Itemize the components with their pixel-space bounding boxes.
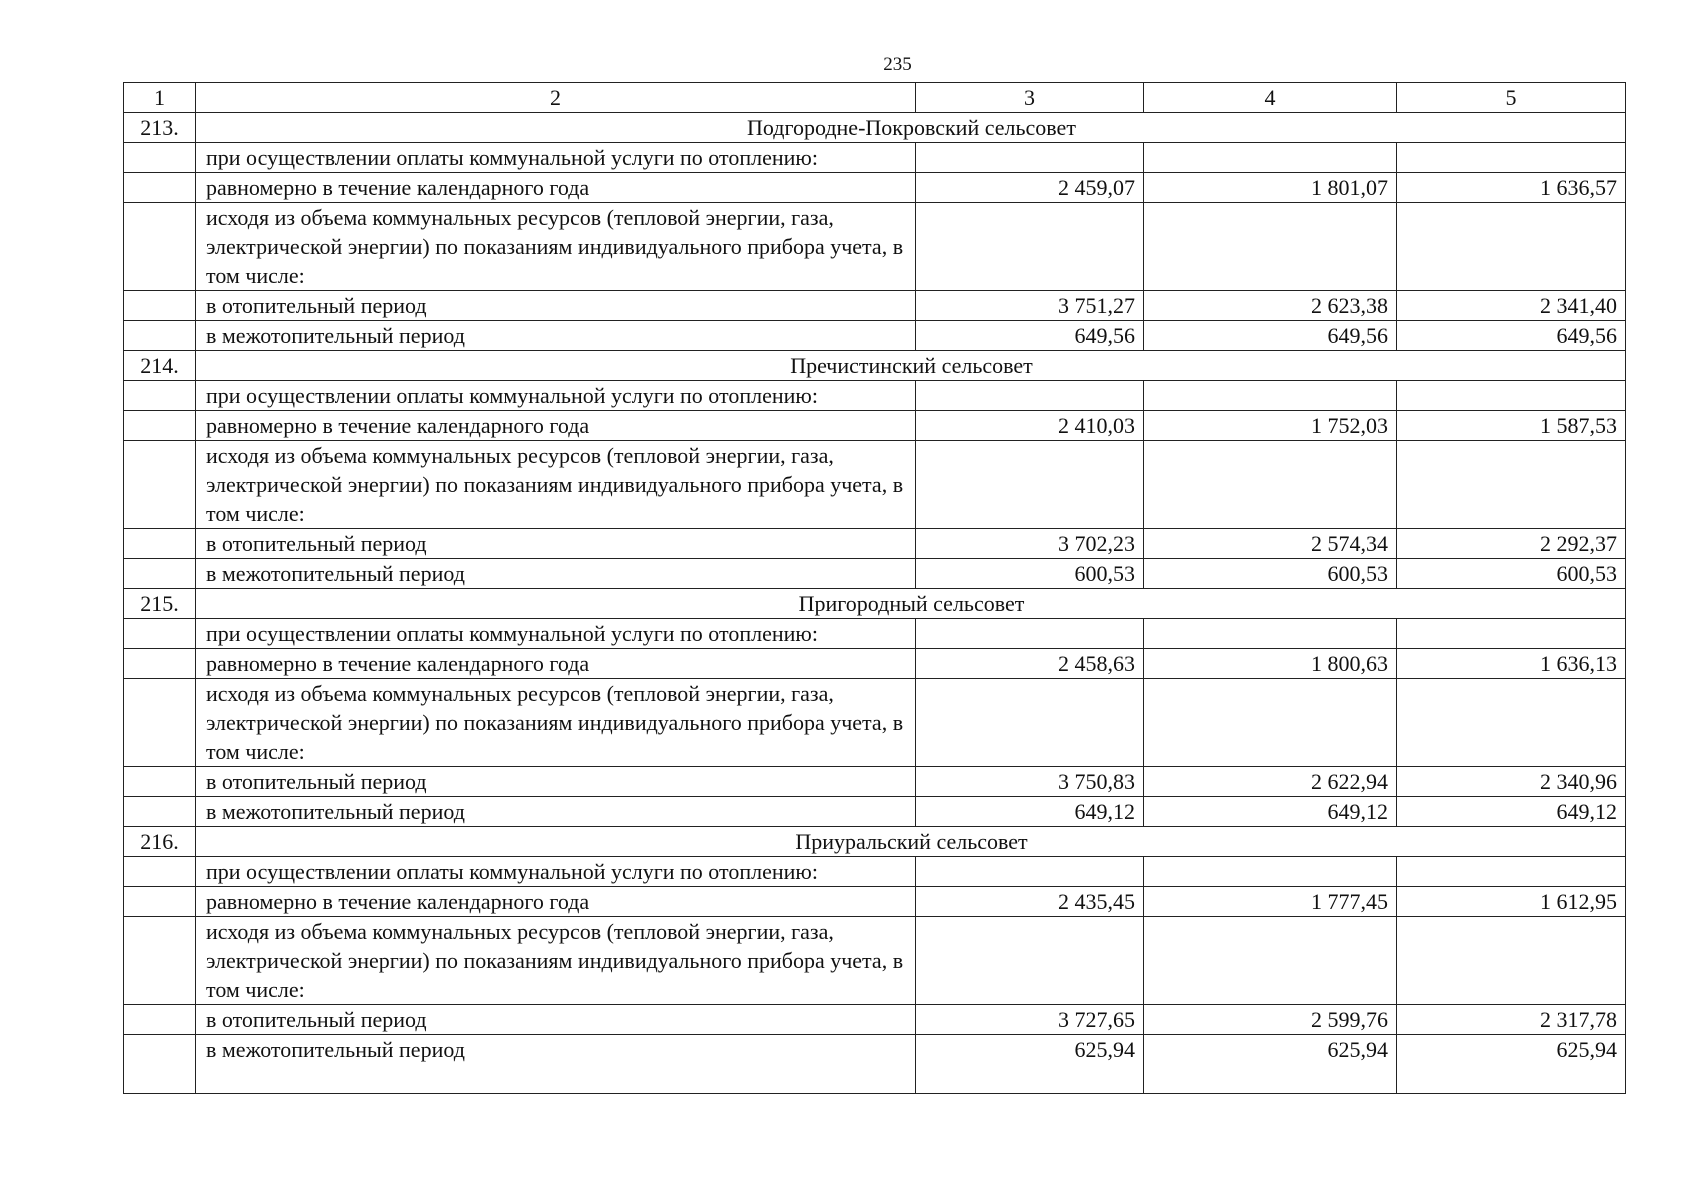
row-number-cell bbox=[124, 559, 196, 589]
table-body bbox=[124, 83, 1626, 1094]
section-number: 213. bbox=[124, 113, 196, 143]
row-label: в межотопительный период bbox=[196, 559, 916, 589]
row-label: в отопительный период bbox=[196, 291, 916, 321]
section-row bbox=[124, 827, 1626, 857]
row-number-cell bbox=[124, 1005, 196, 1035]
row-label: исходя из объема коммунальных ресурсов (тепловой энергии, газа, электрической энергии) по показаниям индивидуального прибора учета, в том числе: bbox=[196, 917, 916, 1005]
row-number-cell bbox=[124, 857, 196, 887]
value-cell-col4: 649,56 bbox=[1144, 321, 1397, 351]
value-cell-col5: 649,12 bbox=[1397, 797, 1626, 827]
value-cell-col3: 2 459,07 bbox=[916, 173, 1144, 203]
section-row bbox=[124, 113, 1626, 143]
value-cell-col4: 1 777,45 bbox=[1144, 887, 1397, 917]
value-cell-col5 bbox=[1397, 381, 1626, 411]
section-number: 214. bbox=[124, 351, 196, 381]
value-cell-col5: 2 317,78 bbox=[1397, 1005, 1626, 1035]
row-number-cell bbox=[124, 529, 196, 559]
row-label: при осуществлении оплаты коммунальной услуги по отоплению: bbox=[196, 619, 916, 649]
header-cell: 5 bbox=[1397, 83, 1626, 113]
value-cell-col3 bbox=[916, 679, 1144, 767]
value-cell-col4: 1 801,07 bbox=[1144, 173, 1397, 203]
section-row bbox=[124, 589, 1626, 619]
table-row bbox=[124, 143, 1626, 173]
row-label: равномерно в течение календарного года bbox=[196, 411, 916, 441]
value-cell-col5 bbox=[1397, 441, 1626, 529]
value-cell-col5: 600,53 bbox=[1397, 559, 1626, 589]
table-row bbox=[124, 291, 1626, 321]
header-cell: 1 bbox=[124, 83, 196, 113]
value-cell-col4: 2 623,38 bbox=[1144, 291, 1397, 321]
table-row bbox=[124, 857, 1626, 887]
value-cell-col3 bbox=[916, 441, 1144, 529]
row-number-cell bbox=[124, 203, 196, 291]
value-cell-col3 bbox=[916, 143, 1144, 173]
tariff-table bbox=[123, 82, 1626, 1094]
value-cell-col4: 2 574,34 bbox=[1144, 529, 1397, 559]
value-cell-col4: 2 622,94 bbox=[1144, 767, 1397, 797]
value-cell-col3: 649,12 bbox=[916, 797, 1144, 827]
row-number-cell bbox=[124, 441, 196, 529]
header-cell: 2 bbox=[196, 83, 916, 113]
value-cell-col4 bbox=[1144, 203, 1397, 291]
value-cell-col5: 2 341,40 bbox=[1397, 291, 1626, 321]
value-cell-col4: 600,53 bbox=[1144, 559, 1397, 589]
value-cell-col3: 600,53 bbox=[916, 559, 1144, 589]
row-label: в отопительный период bbox=[196, 529, 916, 559]
row-label: исходя из объема коммунальных ресурсов (тепловой энергии, газа, электрической энергии) по показаниям индивидуального прибора учета, в том числе: bbox=[196, 203, 916, 291]
table-row bbox=[124, 887, 1626, 917]
row-label: в отопительный период bbox=[196, 767, 916, 797]
row-number-cell bbox=[124, 1035, 196, 1094]
table-row bbox=[124, 767, 1626, 797]
table-row bbox=[124, 649, 1626, 679]
value-cell-col3 bbox=[916, 203, 1144, 291]
row-number-cell bbox=[124, 767, 196, 797]
value-cell-col4 bbox=[1144, 679, 1397, 767]
table-row bbox=[124, 1035, 1626, 1094]
row-label: равномерно в течение календарного года bbox=[196, 649, 916, 679]
table-row bbox=[124, 321, 1626, 351]
page-number: 235 bbox=[883, 54, 912, 75]
header-cell: 3 bbox=[916, 83, 1144, 113]
value-cell-col3 bbox=[916, 917, 1144, 1005]
row-number-cell bbox=[124, 173, 196, 203]
value-cell-col4: 2 599,76 bbox=[1144, 1005, 1397, 1035]
row-label: в межотопительный период bbox=[196, 797, 916, 827]
value-cell-col3: 3 702,23 bbox=[916, 529, 1144, 559]
row-label: при осуществлении оплаты коммунальной услуги по отоплению: bbox=[196, 381, 916, 411]
value-cell-col4: 649,12 bbox=[1144, 797, 1397, 827]
value-cell-col5: 1 636,57 bbox=[1397, 173, 1626, 203]
value-cell-col5 bbox=[1397, 917, 1626, 1005]
row-number-cell bbox=[124, 411, 196, 441]
value-cell-col5: 625,94 bbox=[1397, 1035, 1626, 1094]
value-cell-col4 bbox=[1144, 381, 1397, 411]
value-cell-col5: 2 340,96 bbox=[1397, 767, 1626, 797]
header-row bbox=[124, 83, 1626, 113]
row-label: равномерно в течение календарного года bbox=[196, 173, 916, 203]
table-row bbox=[124, 559, 1626, 589]
value-cell-col5 bbox=[1397, 203, 1626, 291]
row-number-cell bbox=[124, 321, 196, 351]
table-row bbox=[124, 679, 1626, 767]
row-number-cell bbox=[124, 291, 196, 321]
value-cell-col3 bbox=[916, 381, 1144, 411]
value-cell-col4: 1 752,03 bbox=[1144, 411, 1397, 441]
row-number-cell bbox=[124, 917, 196, 1005]
section-row bbox=[124, 351, 1626, 381]
value-cell-col3 bbox=[916, 619, 1144, 649]
value-cell-col4 bbox=[1144, 441, 1397, 529]
value-cell-col3: 649,56 bbox=[916, 321, 1144, 351]
value-cell-col4: 1 800,63 bbox=[1144, 649, 1397, 679]
value-cell-col3: 2 410,03 bbox=[916, 411, 1144, 441]
row-label: при осуществлении оплаты коммунальной услуги по отоплению: bbox=[196, 143, 916, 173]
table-row bbox=[124, 441, 1626, 529]
row-label: в межотопительный период bbox=[196, 321, 916, 351]
table-row bbox=[124, 529, 1626, 559]
header-cell: 4 bbox=[1144, 83, 1397, 113]
row-number-cell bbox=[124, 649, 196, 679]
value-cell-col5 bbox=[1397, 619, 1626, 649]
value-cell-col3: 3 727,65 bbox=[916, 1005, 1144, 1035]
row-number-cell bbox=[124, 143, 196, 173]
value-cell-col5: 1 587,53 bbox=[1397, 411, 1626, 441]
table-row bbox=[124, 411, 1626, 441]
value-cell-col5: 649,56 bbox=[1397, 321, 1626, 351]
table-row bbox=[124, 173, 1626, 203]
section-number: 215. bbox=[124, 589, 196, 619]
section-title: Приуральский сельсовет bbox=[196, 827, 1626, 857]
row-label: в отопительный период bbox=[196, 1005, 916, 1035]
table-row bbox=[124, 797, 1626, 827]
row-label: при осуществлении оплаты коммунальной услуги по отоплению: bbox=[196, 857, 916, 887]
value-cell-col3: 3 751,27 bbox=[916, 291, 1144, 321]
section-title: Пречистинский сельсовет bbox=[196, 351, 1626, 381]
row-number-cell bbox=[124, 679, 196, 767]
row-label: исходя из объема коммунальных ресурсов (тепловой энергии, газа, электрической энергии) по показаниям индивидуального прибора учета, в том числе: bbox=[196, 441, 916, 529]
value-cell-col3 bbox=[916, 857, 1144, 887]
row-label: исходя из объема коммунальных ресурсов (тепловой энергии, газа, электрической энергии) по показаниям индивидуального прибора учета, в том числе: bbox=[196, 679, 916, 767]
table-row bbox=[124, 619, 1626, 649]
row-number-cell bbox=[124, 381, 196, 411]
value-cell-col5: 1 636,13 bbox=[1397, 649, 1626, 679]
table-row bbox=[124, 1005, 1626, 1035]
value-cell-col3: 2 458,63 bbox=[916, 649, 1144, 679]
table-row bbox=[124, 381, 1626, 411]
value-cell-col3: 625,94 bbox=[916, 1035, 1144, 1094]
value-cell-col4 bbox=[1144, 917, 1397, 1005]
row-number-cell bbox=[124, 619, 196, 649]
section-title: Пригородный сельсовет bbox=[196, 589, 1626, 619]
row-label: равномерно в течение календарного года bbox=[196, 887, 916, 917]
value-cell-col5 bbox=[1397, 143, 1626, 173]
value-cell-col4: 625,94 bbox=[1144, 1035, 1397, 1094]
value-cell-col5: 1 612,95 bbox=[1397, 887, 1626, 917]
value-cell-col3: 2 435,45 bbox=[916, 887, 1144, 917]
value-cell-col4 bbox=[1144, 143, 1397, 173]
row-label: в межотопительный период bbox=[196, 1035, 916, 1094]
value-cell-col5: 2 292,37 bbox=[1397, 529, 1626, 559]
table-row bbox=[124, 203, 1626, 291]
section-number: 216. bbox=[124, 827, 196, 857]
row-number-cell bbox=[124, 797, 196, 827]
value-cell-col5 bbox=[1397, 857, 1626, 887]
row-number-cell bbox=[124, 887, 196, 917]
section-title: Подгородне-Покровский сельсовет bbox=[196, 113, 1626, 143]
value-cell-col3: 3 750,83 bbox=[916, 767, 1144, 797]
value-cell-col4 bbox=[1144, 619, 1397, 649]
value-cell-col5 bbox=[1397, 679, 1626, 767]
value-cell-col4 bbox=[1144, 857, 1397, 887]
table-row bbox=[124, 917, 1626, 1005]
